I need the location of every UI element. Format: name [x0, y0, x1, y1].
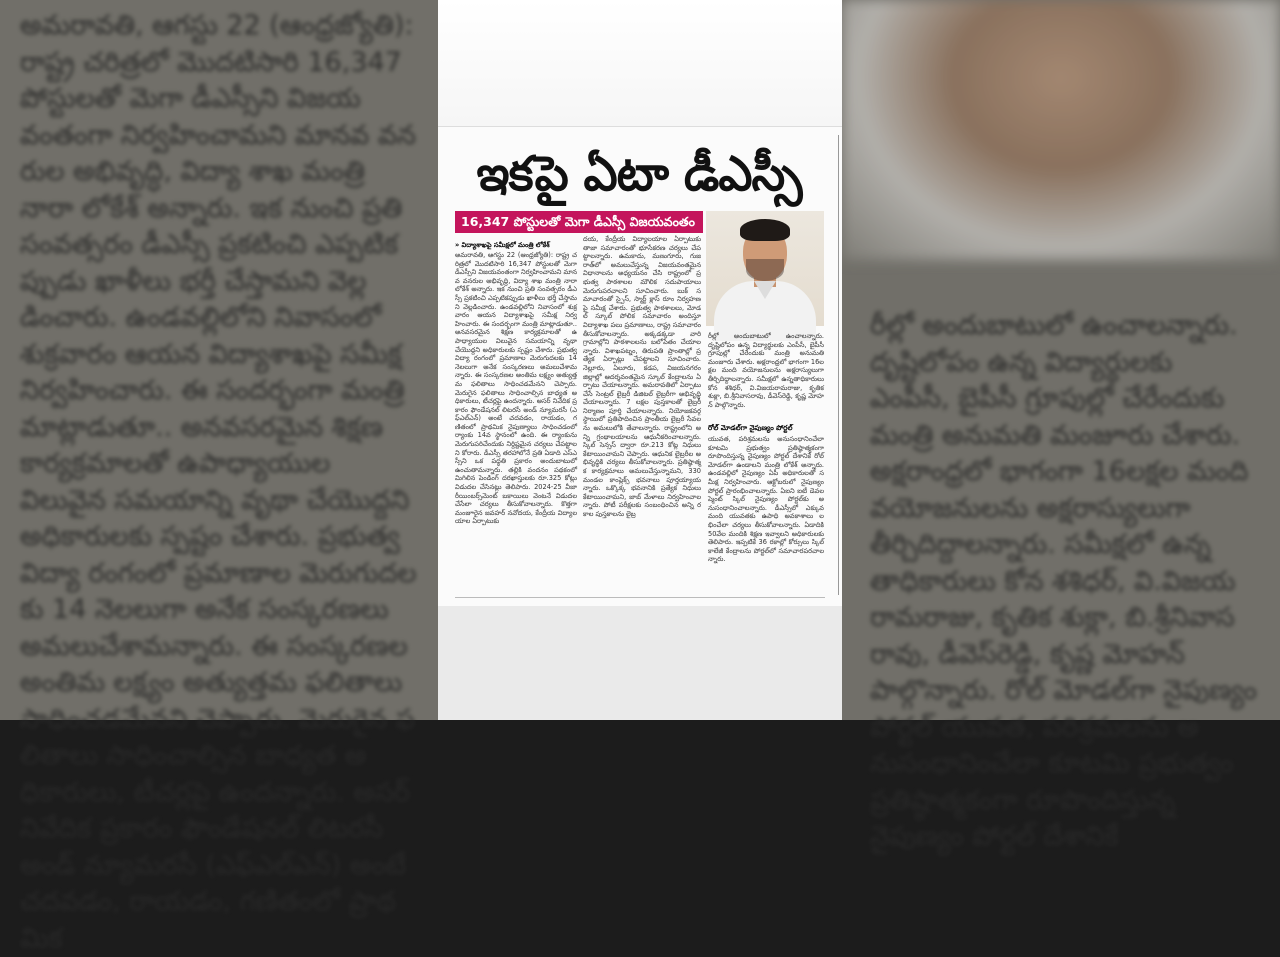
article-column-2: దయ, కేంద్రీయ విద్యాలయాల ఏర్పాటుకు తాజా సమాచారంతో భూసేకరణ చర్యలు చేపట్టాలన్నారు. ఉమకాదు, మణుగూరు, గుజరాత్‌లో అమలుచేస్తున్న విజయవంతమైన విధానాలను అధ్యయనం చేసి రాష్ట్రంలో ప్రభుత్వ పాఠశాలల మౌలిక సదుపాయాలు మెరుగుపరచాలని సూచించారు. బుక్ సమాచారంతో స్పైస్, స్మార్ట్ క్లాస్ రూం నిర్వహణపై సమీక్ష చేశారు. ప్రభుత్వ పాఠశాలలు, మోడల్ స్కూల్ పోలిక సమాచారం అందిస్తూ విద్యాశాఖ పలు ప్రమాణాలు, రాష్ట్ర సమాచారం తీసుకోవాలన్నారు. అక్కడక్కడా వారి గ్రామాల్లోని పాఠశాలలను బలోపేతం చేయాలన్నారు. విశాఖపట్నం, తిరుపతి ప్రాంతాల్లో ప్రత్యేక ఏర్పాట్లు చేపట్టాలని సూచించారు. నెల్లూరు, ఏలూరు, కడప, విజయనగరం జిల్లాల్లో ఆదర్శవంతమైన స్కూల్ కేంద్రాలను ఏర్పాటు చేయాలన్నారు. అమరావతిలో ఏర్పాటు చేసే సెంట్రల్ లైబ్రరీ డిజిటల్ లైబ్రరీగా అభివృద్ధి చేయాలన్నారు. 7 లక్షల పుస్తకాలతో లైబ్రరీ నిర్మాణం పూర్తి చేయాలన్నారు. నియోజకవర్గ స్థాయిలో ప్రతిపాదించిన ప్రాంతీయ లైబ్రరీ సేవలను అమలులోకి తేవాలన్నారు. రాష్ట్రంలోని అన్ని గ్రంథాలయాలను ఆధునీకరించాలన్నారు. స్కిల్ సెన్సస్ ద్వారా రూ.213 కోట్ల నిధులు కేటాయించామని చెప్పారు. ఆధునిక లైబ్రరీల అభివృద్ధికి చర్యలు తీసుకోవాలన్నారు. ప్రతిష్ఠాత్మక కార్యక్రమాలు అమలుచేస్తున్నామని, 330 మండల కాంప్లెక్స్ భవనాలు పూర్తయ్యాయన్నారు. ఒక్కొక్క భవనానికి ప్రత్యేక నిధులు కేటాయించామని, జాబ్ మేళాలు నిర్వహించాలన్నారు. పోటీ పరీక్షలకు సంబంధించిన అన్ని రకాల పుస్తకాలను లైబ్ర: [583, 235, 701, 518]
top-margin: [438, 0, 842, 126]
background-left-dim: [0, 0, 438, 954]
video-frame: [438, 0, 842, 720]
bottom-rule: [455, 597, 825, 598]
newspaper-clipping: [438, 126, 842, 607]
column-divider: [838, 135, 839, 595]
background-right-text: రీల్లో అందుబాటులో ఉంచాలన్నారు. దృష్టిలోపం ఉన్న విద్యార్థులకు ఎంపీసీ, బైపీసీ గ్రూపుల్లో చేరేందుకు మంత్రి అనుమతి మంజూరు చేశారు. అక్షరాంధ్రలో భాగంగా 16లక్షల మంది వయోజనులను అక్షరాస్యులుగా తీర్చిదిద్దాలన్నారు. సమీక్షలో ఉన్నతాధికారులు కోన శశిధర్, వి.విజయరామరాజు, కృతిక శుక్లా, బి.శ్రీనివాసరావు, డీవెస్‌రెడ్డి, కృష్ణ మోహన్ పాల్గొన్నారు. రోల్ మోడల్‌గా నైపుణ్యం పోర్టల్ యువత, పరిశ్రమలను అనుసంధానించేలా కూటమి ప్రభుత్వం ప్రతిష్ఠాత్మకంగా రూపొందిస్తున్న నైపుణ్యం పోర్టల్ దేశానికే: [870, 310, 1257, 852]
article-column-1: అమరావతి, ఆగస్టు 22 (ఆంధ్రజ్యోతి): రాష్ట్ర చరిత్రలో మొదటిసారి 16,347 పోస్టులతో మెగా డీఎస్సీని విజయవంతంగా నిర్వహించామని మానవ వనరుల అభివృద్ధి, విద్యా శాఖ మంత్రి నారా లోకేశ్ అన్నారు. ఇక నుంచి ప్రతి సంవత్సరం డీఎస్సీ ప్రకటించి ఎప్పటికప్పుడు ఖాళీలు భర్తీ చేస్తామని వెల్లడించారు. ఉండవల్లిలోని నివాసంలో శుక్రవారం ఆయన విద్యాశాఖపై సమీక్ష నిర్వహించారు. ఈ సందర్భంగా మంత్రి మాట్లాడుతూ.. అనవసరమైన శిక్షణ కార్యక్రమాలతో ఉపాధ్యాయుల విలువైన సమయాన్ని వృథా చేయొద్దని అధికారులకు స్పష్టం చేశారు. ప్రభుత్వ విద్యా రంగంలో ప్రమాణాల మెరుగుదలకు 14 నెలలుగా అనేక సంస్కరణలు అమలుచేశామన్నారు. ఈ సంస్కరణల అంతిమ లక్ష్యం అత్యుత్తమ ఫలితాలు సాధించడమేనని చెప్పారు. మెరుగైన ఫలితాలు సాధించాల్సిన బాధ్యత అధికారులు, టీచర్లపై ఉందన్నారు. అసర్ నివేదిక ప్రకారం ఫౌండేషనల్ లిటరసీ అండ్ న్యూమరసీ (ఎఫ్ఎల్ఎన్) అంటే చదవడం, రాయడం, గణితంలో ప్రాథమిక నైపుణ్యాలు సాధించడంలో ర్యాంకు 14వ స్థానంలో ఉంది. ఈ ర్యాంకును మెరుగుపరిచేందుకు నిర్దిష్టమైన చర్యలు చేపట్టాలని కోరారు. డీఎస్సీ తరహాలోనే ప్రతి ఏడాది ఎస్ఎస్సీని ఒక పద్ధతి ప్రకారం అందుబాటులో ఉంచుతామన్నారు. తల్లికి వందనం పథకంలో మిగిలిన పెండింగ్ దరఖాస్తులకు రూ.325 కోట్లు విడుదల చేసినట్లు తెలిపారు. 2024-25 వీజా రీయింబర్స్‌మెంట్ బకాయిలు వెంటనే విడుదల చేసేలా చర్యలు తీసుకోవాలన్నారు. కొత్తగా మంజూరైన జవహర్ నవోదయ, కేంద్రీయ విద్యాలయాల ఏర్పాటుకు: [455, 251, 577, 526]
background-right-dim: [842, 0, 1280, 852]
article-column-3b: యువత, పరిశ్రమలను అనుసంధానించేలా కూటమి ప్రభుత్వం ప్రతిష్ఠాత్మకంగా రూపొందిస్తున్న నైపుణ్యం పోర్టల్ దేశానికే రోల్ మోడల్‌గా ఉండాలని మంత్రి లోకేశ్ అన్నారు. ఉండవల్లిలో నైపుణ్యం ఏపీ అధికారులతో సమీక్ష నిర్వహించారు. ఆక్టోబరులో నైపుణ్యం పోర్టల్ ప్రారంభించాలన్నారు. ఏఐని ఐటీ డెవలప్మెంట్ స్కిల్ నైపుణ్యం పోర్టల్‌కు అనుసంధానించాలన్నారు. డీఎస్సీలో ఎక్కువ మంది యువతకు ఉపాధి అవకాశాలు లభించేలా చర్యలు తీసుకోవాలన్నారు. ఏడాదికి 50వేల మందికి శిక్షణ ఇవ్వాలని అధికారులకు తెలిపారు. ఇప్పటికే 36 రకాల్లో కోర్సులు స్కిల్ కాలేజీ కేంద్రాలను పోర్టల్‌లో సమాచారపరచాలన్నారు.: [708, 435, 824, 564]
article-column-3-heading: రోల్ మోడల్‌గా నైపుణ్యం పోర్టల్: [708, 423, 824, 433]
background-left-text: అమరావతి, ఆగస్టు 22 (ఆంధ్రజ్యోతి): రాష్ట్ర చరిత్రలో మొదటిసారి 16,347 పోస్టులతో మెగా డీఎస్సీని విజయవంతంగా నిర్వహించామని మానవ వనరుల అభివృద్ధి, విద్యా శాఖ మంత్రి నారా లోకేశ్ అన్నారు. ఇక నుంచి ప్రతి సంవత్సరం డీఎస్సీ ప్రకటించి ఎప్పటికప్పుడు ఖాళీలు భర్తీ చేస్తామని వెల్లడించారు. ఉండవల్లిలోని నివాసంలో శుక్రవారం ఆయన విద్యాశాఖపై సమీక్ష నిర్వహించారు. ఈ సందర్భంగా మంత్రి మాట్లాడుతూ.. అనవసరమైన శిక్షణ కార్యక్రమాలతో ఉపాధ్యాయుల విలువైన సమయాన్ని వృథా చేయొద్దని అధికారులకు స్పష్టం చేశారు. ప్రభుత్వ విద్యా రంగంలో ప్రమాణాల మెరుగుదలకు 14 నెలలుగా అనేక సంస్కరణలు అమలుచేశామన్నారు. ఈ సంస్కరణల అంతిమ లక్ష్యం అత్యుత్తమ ఫలితాలు సాధించడమేనని చెప్పారు. మెరుగైన ఫలితాలు సాధించాల్సిన బాధ్యత అధికారులు, టీచర్లపై ఉందన్నారు. అసర్ నివేదిక ప్రకారం ఫౌండేషనల్ లిటరసీ అండ్ న్యూమరసీ (ఎఫ్ఎల్ఎన్) అంటే చదవడం, రాయడం, గణితంలో ప్రాథమిక: [20, 10, 417, 954]
minister-photo: [706, 211, 824, 326]
article-column-3-text: రీల్లో అందుబాటులో ఉంచాలన్నారు. దృష్టిలోపం ఉన్న విద్యార్థులకు ఎంపీసీ, బైపీసీ గ్రూపుల్లో చేరేందుకు మంత్రి అనుమతి మంజూరు చేశారు. అక్షరాంధ్రలో భాగంగా 16లక్షల మంది వయోజనులను అక్షరాస్యులుగా తీర్చిదిద్దాలన్నారు. సమీక్షలో ఉన్నతాధికారులు కోన శశిధర్, వి.విజయరామరాజు, కృతిక శుక్లా, బి.శ్రీనివాసరావు, డీవెస్‌రెడ్డి, కృష్ణ మోహన్ పాల్గొన్నారు.: [708, 332, 824, 409]
article-headline: ఇకపై ఏటా డీఎస్సీ: [476, 146, 802, 202]
photo-hair: [740, 219, 790, 241]
photo-beard: [746, 259, 784, 281]
article-subheadline: 16,347 పోస్టులతో మెగా డీఎస్సీ విజయవంతం: [455, 211, 703, 233]
article-byline: » విద్యాశాఖపై సమీక్షలో మంత్రి లోకేశ్: [455, 241, 550, 249]
bottom-margin: [438, 606, 842, 720]
